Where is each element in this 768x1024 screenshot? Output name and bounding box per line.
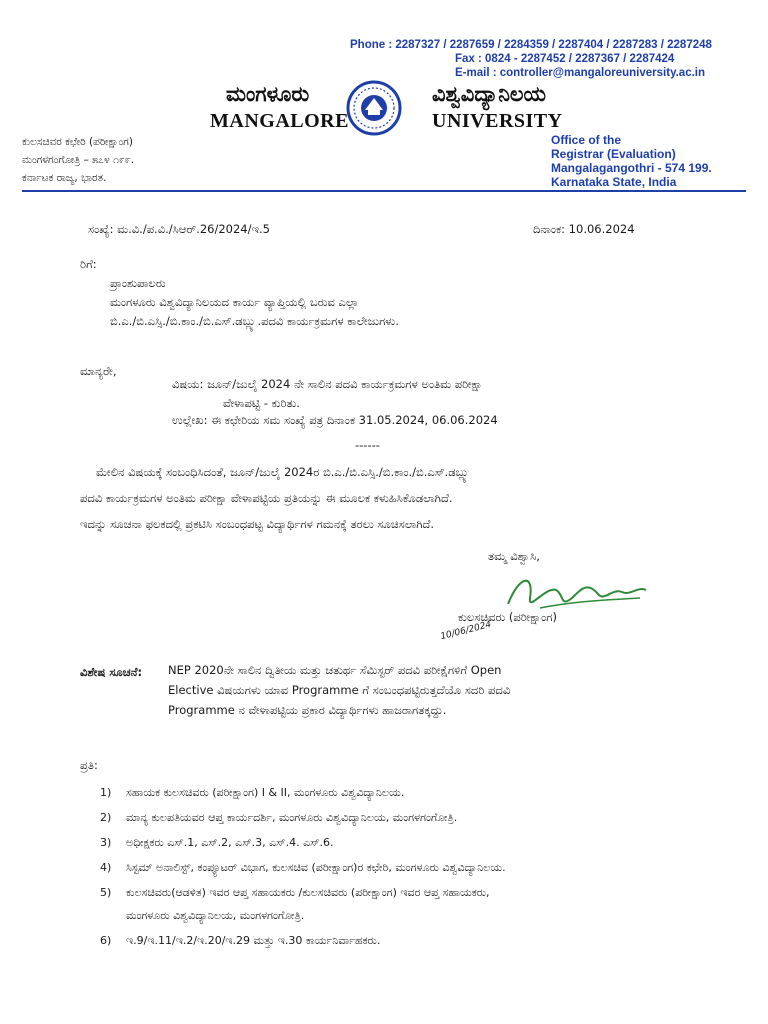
address-line: Office of the: [551, 133, 622, 147]
kannada-title-right: ವಿಶ್ವವಿದ್ಯಾನಿಲಯ: [432, 82, 547, 106]
salutation: ಮಾನ್ಯರೇ,: [80, 364, 117, 378]
copy-item: [100, 861, 506, 875]
contact-block: [350, 38, 712, 80]
copy-number: 5): [100, 886, 112, 899]
address-line: ಮಂಗಳಗಂಗೋತ್ರಿ – ೫೭೪ ೧೯೯.: [22, 154, 135, 166]
address-line: Mangalagangothri - 574 199.: [551, 161, 712, 175]
divider-dashes: ------: [355, 438, 380, 452]
kannada-address: [22, 133, 134, 187]
note-line: NEP 2020ನೇ ಸಾಲಿನ ದ್ವಿತೀಯ ಮತ್ತು ಚತುರ್ಥ ಸೆಮಿಸ್ಟರ್ ಪದವಿ ಪರೀಕ್ಷೆಗಳಿಗೆ Open: [168, 663, 502, 677]
addressee-line: ಬಿ.ಎ./ಬಿ.ಎಸ್ಸಿ./ಬಿ.ಕಾಂ./ಬಿ.ಎಸ್.ಡಬ್ಲ್ಯು.ಪದವಿ ಕಾರ್ಯಕ್ರಮಗಳ ಕಾಲೇಜುಗಳು.: [110, 314, 399, 328]
reference-number: ಸಂಖ್ಯೆ: ಮ.ವಿ./ಪ.ವಿ./ಸಿಆರ್.26/2024/ಇ.5: [88, 222, 270, 236]
english-title-left: MANGALORE: [210, 110, 349, 132]
email-line: E-mail : controller@mangaloreuniversity.ac.in: [455, 67, 706, 79]
subject-line: ವಿಷಯ: ಜೂನ್/ಜುಲೈ 2024 ನೇ ಸಾಲಿನ ಪದವಿ ಕಾರ್ಯಕ್ರಮಗಳ ಅಂತಿಮ ಪರೀಕ್ಷಾ: [172, 377, 483, 391]
reference-line: ಉಲ್ಲೇಖ: ಈ ಕಛೇರಿಯ ಸಮ ಸಂಖ್ಯೆ ಪತ್ರ ದಿನಾಂಕ 31.05.2024, 06.06.2024: [172, 413, 498, 427]
body-line: ಇದನ್ನು ಸೂಚನಾ ಫಲಕದಲ್ಲಿ ಪ್ರಕಟಿಸಿ ಸಂಬಂಧಪಟ್ಟ ವಿದ್ಯಾರ್ಥಿಗಳ ಗಮನಕ್ಕೆ ತರಲು ಸೂಚಿಸಲಾಗಿದೆ.: [80, 517, 435, 531]
body-line: ಪದವಿ ಕಾರ್ಯಕ್ರಮಗಳ ಅಂತಿಮ ಪರೀಕ್ಷಾ ವೇಳಾಪಟ್ಟಿಯ ಪ್ರತಿಯನ್ನು ಈ ಮೂಲಕ ಕಳುಹಿಸಿಕೊಡಲಾಗಿದೆ.: [80, 491, 453, 505]
address-line: ಕರ್ನಾಟಕ ರಾಜ್ಯ, ಭಾರತ.: [22, 172, 107, 184]
signature-date: 10/06/2024: [439, 619, 493, 643]
copy-number: 1): [100, 786, 112, 799]
copy-text: ಮಂಗಳೂರು ವಿಶ್ವವಿದ್ಯಾನಿಲಯ, ಮಂಗಳಗಂಗೋತ್ರಿ.: [126, 909, 305, 922]
copy-text: ಕುಲಸಚಿವರು(ಆಡಳಿತ) ಇವರ ಆಪ್ತ ಸಹಾಯಕರು /ಕುಲಸಚಿವರು (ಪರೀಕ್ಷಾಂಗ) ಇವರ ಆಪ್ತ ಸಹಾಯಕರು,: [126, 886, 490, 899]
copy-text: ಮಾನ್ಯ ಕುಲಪತಿಯವರ ಆಪ್ತ ಕಾರ್ಯದರ್ಶಿ, ಮಂಗಳೂರು ವಿಶ್ವವಿದ್ಯಾನಿಲಯ, ಮಂಗಳಗಂಗೋತ್ರಿ.: [126, 811, 458, 824]
address-line: Registrar (Evaluation): [551, 147, 676, 161]
address-line: Karnataka State, India: [551, 175, 677, 189]
copy-number: 4): [100, 861, 112, 874]
letterhead-divider: [22, 190, 746, 192]
copy-text: ಅಧೀಕ್ಷಕರು ಎಸ್.1, ಎಸ್.2, ಎಸ್.3, ಎಸ್.4. ಎಸ್.6.: [126, 836, 334, 849]
to-label: ರಿಗೆ:: [80, 257, 97, 271]
english-title-right: UNIVERSITY: [432, 110, 563, 132]
copy-label: ಪ್ರತಿ:: [80, 758, 98, 772]
subject-line: ವೇಳಾಪಟ್ಟಿ - ಕುರಿತು.: [223, 396, 300, 410]
kannada-title-left: ಮಂಗಳೂರು: [226, 82, 310, 106]
note-line: Programme ನ ವೇಳಾಪಟ್ಟಿಯ ಪ್ರಕಾರ ವಿದ್ಯಾರ್ಥಿಗಳು ಹಾಜರಾಗತಕ್ಕದ್ದು.: [168, 703, 447, 717]
addressee-line: ಪ್ರಾಂಶುಪಾಲರು: [110, 276, 166, 290]
note-label: ವಿಶೇಷ ಸೂಚನೆ:: [80, 665, 143, 679]
copy-text: ಸಹಾಯಕ ಕುಲಸಚಿವರು (ಪರೀಕ್ಷಾಂಗ) I & II, ಮಂಗಳೂರು ವಿಶ್ವವಿದ್ಯಾನಿಲಯ.: [126, 786, 405, 799]
address-line: ಕುಲಸಚಿವರ ಕಛೇರಿ (ಪರೀಕ್ಷಾಂಗ): [22, 136, 133, 148]
university-seal-icon: [340, 80, 408, 140]
copy-item: [100, 836, 334, 850]
copy-text: ಇ.9/ಇ.11/ಇ.2/ಇ.20/ಇ.29 ಮತ್ತು ಇ.30 ಕಾರ್ಯನಿರ್ವಾಹಕರು.: [126, 934, 381, 947]
phone-line: Phone : 2287327 / 2287659 / 2284359 / 2287404 / 2287283 / 2287248: [350, 39, 712, 51]
copy-item: [100, 909, 304, 923]
english-address: [551, 133, 712, 189]
copy-number: 6): [100, 934, 112, 947]
body-line: ಮೇಲಿನ ವಿಷಯಕ್ಕೆ ಸಂಬಂಧಿಸಿದಂತೆ, ಜೂನ್/ಜುಲೈ 2024ರ ಬಿ.ಎ./ಬಿ.ಎಸ್ಸಿ./ಬಿ.ಕಾಂ./ಬಿ.ಎಸ್.ಡಬ್ಲ್ಯು: [96, 465, 471, 479]
addressee-line: ಮಂಗಳೂರು ವಿಶ್ವವಿದ್ಯಾನಿಲಯದ ಕಾರ್ಯ ವ್ಯಾಪ್ತಿಯಲ್ಲಿ ಬರುವ ಎಲ್ಲಾ: [110, 295, 359, 309]
copy-item: [100, 811, 457, 825]
note-line: Elective ವಿಷಯಗಳು ಯಾವ Programme ಗೆ ಸಂಬಂಧಪಟ್ಟಿರುತ್ತದೆಯೊ ಸದರಿ ಪದವಿ: [168, 683, 511, 697]
copy-item: [100, 786, 404, 800]
copy-text: ಸಿಸ್ಟಮ್ ಅನಾಲಿಸ್ಟ್, ಕಂಪ್ಯೂಟರ್ ವಿಭಾಗ, ಕುಲಸಚಿವ (ಪರೀಕ್ಷಾಂಗ)ರ ಕಛೇರಿ, ಮಂಗಳೂರು ವಿಶ್ವವಿದ್ಯಾನಿಲಯ.: [126, 861, 506, 874]
letter-date: ದಿನಾಂಕ: 10.06.2024: [533, 222, 635, 236]
closing: ತಮ್ಮ ವಿಶ್ವಾಸಿ,: [488, 549, 540, 563]
copy-item: [100, 886, 490, 900]
copy-item: [100, 934, 380, 948]
signatory: ಕುಲಸಚಿವರು (ಪರೀಕ್ಷಾಂಗ): [458, 610, 557, 624]
fax-line: Fax : 0824 - 2287452 / 2287367 / 2287424: [455, 53, 675, 65]
copy-number: 2): [100, 811, 112, 824]
copy-number: 3): [100, 836, 112, 849]
